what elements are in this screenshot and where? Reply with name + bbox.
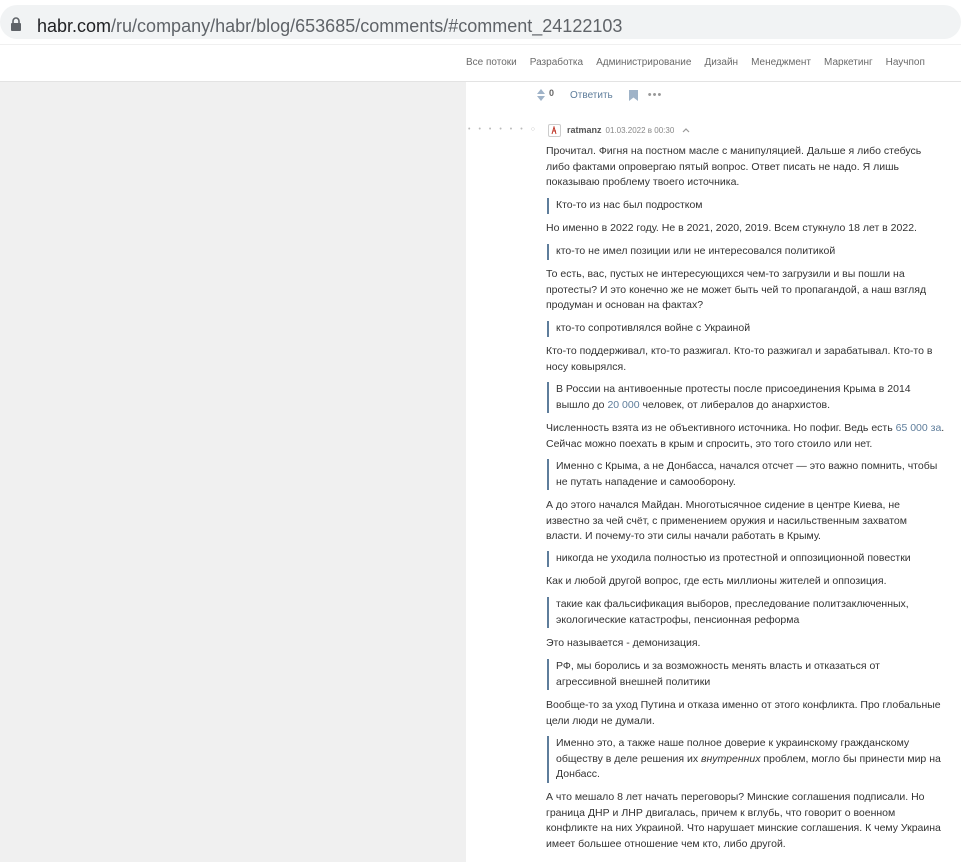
comment-quote [547,382,943,413]
chevron-up-icon[interactable] [682,127,690,133]
paragraph-text: . Сейчас можно поехать в крым и спросить, это того стоило или нет. [546,422,945,450]
nav-link-marketing[interactable]: Маркетинг [824,57,873,68]
comment-author[interactable]: ratmanz [567,125,602,135]
nav-link-all[interactable]: Все потоки [466,57,517,68]
paragraph-text: Численность взята из не объективного источника. Но пофиг. Ведь есть [546,422,896,434]
browser-address-bar [0,0,961,44]
comment-paragraph: Это называется - демонизация. [546,637,701,649]
lock-icon[interactable] [10,17,22,31]
more-options-icon[interactable]: ••• [647,89,663,101]
quote-text: человек, от либералов до анархистов. [639,398,831,411]
url-path: /ru/company/habr/blog/653685/comments/#comment_24122103 [111,16,623,36]
quote-emphasis: внутренних [701,752,761,765]
comment-paragraph: Прочитал. Фигня на постном масле с манипуляцией. Дальше я либо стебусь либо фактами опровергаю пятый вопрос. Ответ писать не надо. Я лишь показываю проблему твоего источника. [546,145,922,188]
comment-meta [548,123,690,137]
quote-link[interactable]: 20 000 [607,398,640,411]
nav-link-development[interactable]: Разработка [529,57,584,68]
quote-text: проблем, могло бы принести мир на Донбасс. [556,752,941,780]
vote-icon[interactable] [537,89,545,101]
avatar[interactable] [548,124,561,137]
comment-date[interactable]: 01.03.2022 в 00:30 [605,125,675,135]
comment-quote [547,736,943,783]
nav-link-management[interactable]: Менеджмент [751,57,811,68]
url-text[interactable] [37,16,622,37]
quote-text: Именно это, а также наше полное доверие к украинскому гражданскому обществу в деле решения их [556,737,910,765]
nav-link-design[interactable]: Дизайн [704,57,739,68]
nav-links [466,57,938,68]
bookmark-icon[interactable] [629,90,638,101]
comment-paragraph: А что мешало 8 лет начать переговоры? Минские соглашения подписали. Но граница ДНР и ЛНР двигалась, причем к вглубь, что говорит о военном конфликте на них Украиной. Что нарушает минские соглашения. К чему Украина имеет большее отношение чем кто, либо другой. [546,791,941,850]
vote-count: 0 [549,88,555,98]
hub-navigation [0,45,961,82]
nav-link-admin[interactable]: Администрирование [596,57,692,68]
comment-paragraph: То есть, вас, пустых не интересующихся чем-то загрузили и вы пошли на протесты? И это конечно же не может быть чей то пропагандой, а наш взгляд продуман и основан на фактах? [546,268,927,311]
comment-quote: кто-то сопротивлялся войне с Украиной [547,321,943,337]
comment-paragraph [546,421,946,452]
comment-paragraph: Вообще-то за уход Путина и отказа именно от этого конфликта. Про глобальные цели люди не думали. [546,699,941,727]
comment-paragraph: Как и любой другой вопрос, где есть миллионы жителей и оппозиция. [546,575,887,587]
comment-quote: такие как фальсификация выборов, преследование политзаключенных, экологические катастрофы, пенсионная реформа [547,597,943,628]
comment-paragraph: А до этого начался Майдан. Многотысячное сидение в центре Киева, не известно за чей счёт, с применением оружия и насильственным захватом власти. И почему-то эти силы начали работать в Крыму. [546,499,907,542]
quote-text: В России на антивоенные протесты после присоединения Крыма в 2014 вышло до [556,383,911,411]
comment-quote: РФ, мы боролись и за возможность менять власть и отказаться от агрессивной внешней политики [547,659,943,690]
thread-indent-dots: ••••••○ [468,126,543,133]
reply-link[interactable]: Ответить [570,89,613,101]
url-field[interactable] [0,5,961,39]
comment-quote: никогда не уходила полностью из протестной и оппозиционной повестки [547,551,943,567]
nav-link-popsci[interactable]: Научпоп [885,57,925,68]
paragraph-link[interactable]: 65 000 за [895,422,942,434]
avatar-icon [550,126,559,135]
comment-paragraph: Но именно в 2022 году. Не в 2021, 2020, 2019. Всем стукнуло 18 лет в 2022. [546,222,917,234]
comment-paragraph: Кто-то поддерживал, кто-то разжигал. Кто-то разжигал и зарабатывал. Кто-то в носу ковырялся. [546,345,933,373]
comment-quote: кто-то не имел позиции или не интересовался политикой [547,244,943,260]
url-host: habr.com [37,16,112,36]
previous-comment-actions [537,88,662,102]
comment-quote: Именно с Крыма, а не Донбасса, начался отсчет — это важно помнить, чтобы не путать нападение и самооборону. [547,459,943,490]
comment-quote: Кто-то из нас был подростком [547,198,943,214]
